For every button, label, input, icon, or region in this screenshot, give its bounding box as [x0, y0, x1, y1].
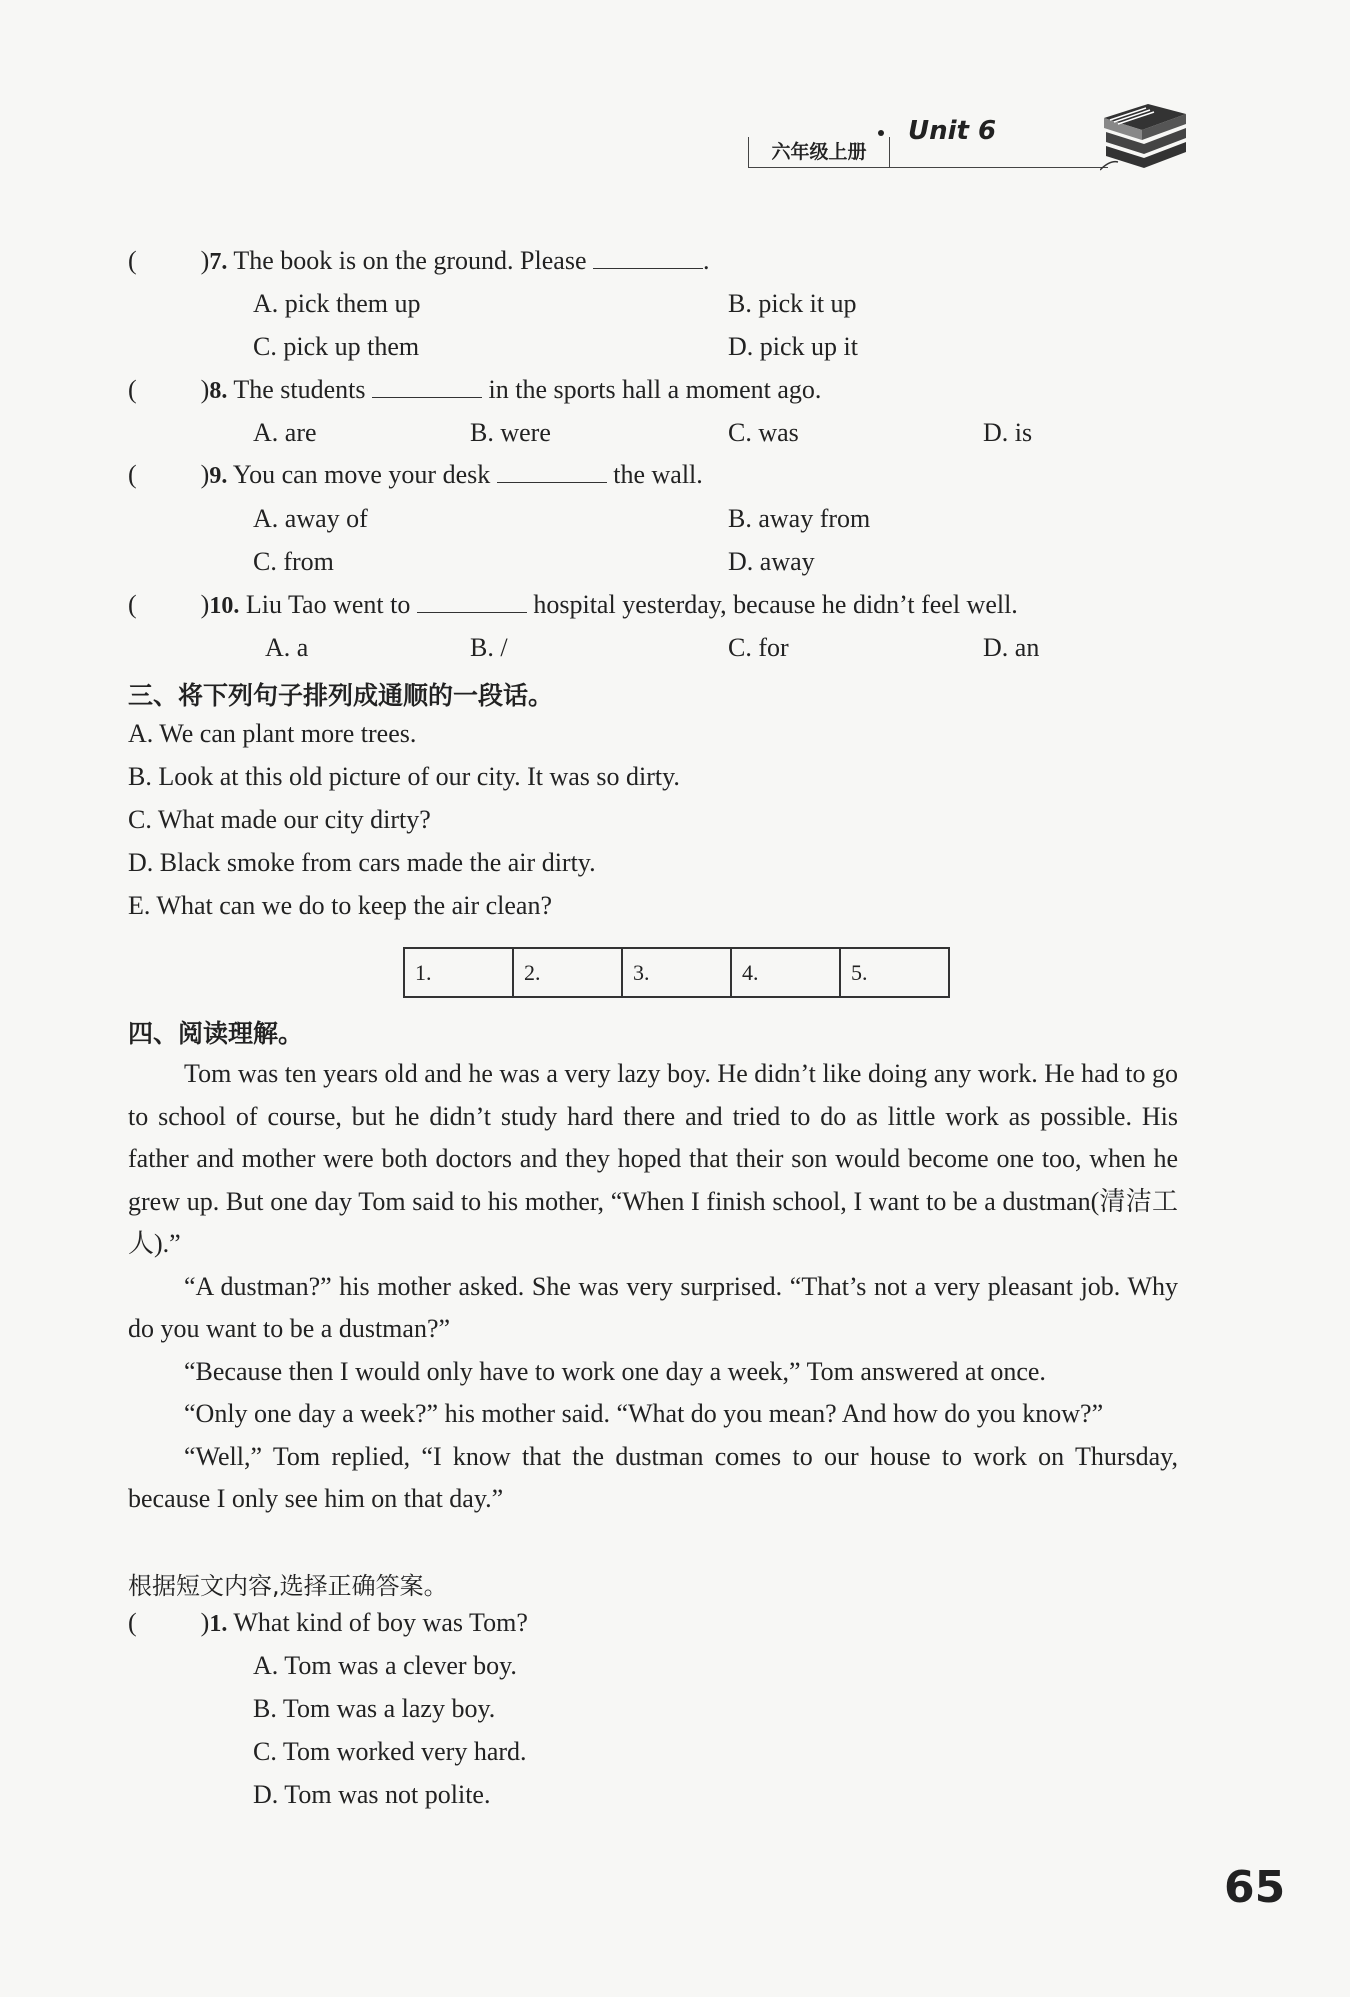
option-a[interactable]: A. pick them up [253, 289, 421, 318]
answer-box-1[interactable]: 1. [404, 948, 513, 997]
option-b[interactable]: B. were [470, 418, 551, 447]
question-text: Liu Tao went to [245, 590, 411, 619]
question-text: The students [233, 375, 366, 404]
question-text-end: hospital yesterday, because he didn’t feel well. [533, 590, 1018, 619]
answer-blank[interactable] [593, 246, 703, 269]
option-d[interactable]: D. pick up it [728, 332, 858, 361]
grade-label: 六年级上册 [748, 137, 890, 168]
paren-open: ( [128, 375, 137, 404]
books-icon [1100, 100, 1190, 176]
question-text: You can move your desk [232, 460, 491, 489]
question-text-end: the wall. [613, 460, 703, 489]
paren-close: ) [200, 375, 210, 404]
section-4-title: 四、阅读理解。 [128, 1019, 304, 1048]
question-number: 1. [209, 1611, 228, 1637]
option-c[interactable]: C. Tom worked very hard. [253, 1737, 527, 1766]
option-a[interactable]: A. Tom was a clever boy. [253, 1651, 517, 1680]
option-a[interactable]: A. away of [253, 504, 368, 533]
question-number: 10. [209, 593, 240, 619]
order-answer-boxes [403, 947, 950, 998]
section-3-title: 三、将下列句子排列成通顺的一段话。 [128, 681, 554, 710]
sentence-e: E. What can we do to keep the air clean? [128, 891, 552, 920]
paren-close: ) [200, 460, 210, 489]
reading-passage [128, 1053, 1178, 1521]
question-7 [128, 244, 709, 279]
option-d[interactable]: D. Tom was not polite. [253, 1780, 491, 1809]
option-b[interactable]: B. pick it up [728, 289, 857, 318]
answer-box-4[interactable]: 4. [731, 948, 840, 997]
sentence-c: C. What made our city dirty? [128, 805, 431, 834]
option-c[interactable]: C. for [728, 633, 789, 662]
paren-open: ( [128, 590, 137, 619]
question-10 [128, 588, 1018, 623]
option-b[interactable]: B. away from [728, 504, 871, 533]
answer-box-2[interactable]: 2. [513, 948, 622, 997]
answer-box-5[interactable]: 5. [840, 948, 949, 997]
paren-close: ) [200, 1608, 210, 1637]
paren-open: ( [128, 460, 137, 489]
reading-question-1 [128, 1606, 528, 1641]
option-a[interactable]: A. are [253, 418, 317, 447]
header-dot [878, 130, 884, 136]
question-text-end: in the sports hall a moment ago. [488, 375, 822, 404]
option-c[interactable]: C. pick up them [253, 332, 420, 361]
question-text: What kind of boy was Tom? [233, 1608, 528, 1637]
question-text: The book is on the ground. Please [233, 246, 587, 275]
sentence-d: D. Black smoke from cars made the air dirty. [128, 848, 596, 877]
option-d[interactable]: D. away [728, 547, 815, 576]
header-rule [888, 167, 1108, 168]
question-text-end: . [702, 246, 710, 275]
question-8 [128, 373, 821, 408]
passage-paragraph: “A dustman?” his mother asked. She was very surprised. “That’s not a very pleasant job. Why do you want to be a dustman?” [128, 1271, 1178, 1343]
sentence-b: B. Look at this old picture of our city. It was so dirty. [128, 762, 680, 791]
paren-close: ) [200, 590, 210, 619]
option-a[interactable]: A. a [265, 633, 309, 662]
option-d[interactable]: D. is [983, 418, 1033, 447]
answer-blank[interactable] [497, 460, 607, 483]
question-number: 8. [209, 378, 228, 404]
answer-blank[interactable] [372, 375, 482, 398]
paren-close: ) [200, 246, 210, 275]
question-number: 7. [209, 249, 228, 275]
unit-title: Unit 6 [908, 116, 997, 146]
option-d[interactable]: D. an [983, 633, 1040, 662]
reading-instruction: 根据短文内容,选择正确答案。 [128, 1572, 448, 1600]
option-c[interactable]: C. from [253, 547, 334, 576]
paren-open: ( [128, 1608, 137, 1637]
option-b[interactable]: B. Tom was a lazy boy. [253, 1694, 496, 1723]
answer-blank[interactable] [417, 590, 527, 613]
passage-paragraph: Tom was ten years old and he was a very lazy boy. He didn’t like doing any work. He had to go to school of course, but he didn’t study hard there and tried to do as little work as possible. His father and mother were both doctors and they hoped that their son would become one too, when he grew up. But one day Tom said to his mother, “When I finish school, I want to be a dustman(清洁工人).” [128, 1059, 1178, 1258]
option-c[interactable]: C. was [728, 418, 799, 447]
question-number: 9. [209, 463, 228, 489]
paren-open: ( [128, 246, 137, 275]
page-number: 65 [1224, 1862, 1286, 1913]
passage-paragraph: “Because then I would only have to work one day a week,” Tom answered at once. [184, 1356, 1046, 1386]
passage-paragraph: “Only one day a week?” his mother said. “What do you mean? And how do you know?” [184, 1399, 1104, 1428]
sentence-a: A. We can plant more trees. [128, 719, 417, 748]
passage-paragraph: “Well,” Tom replied, “I know that the dustman comes to our house to work on Thursday, because I only see him on that day.” [128, 1441, 1178, 1513]
answer-box-3[interactable]: 3. [622, 948, 731, 997]
question-9 [128, 458, 703, 493]
option-b[interactable]: B. / [470, 633, 508, 662]
